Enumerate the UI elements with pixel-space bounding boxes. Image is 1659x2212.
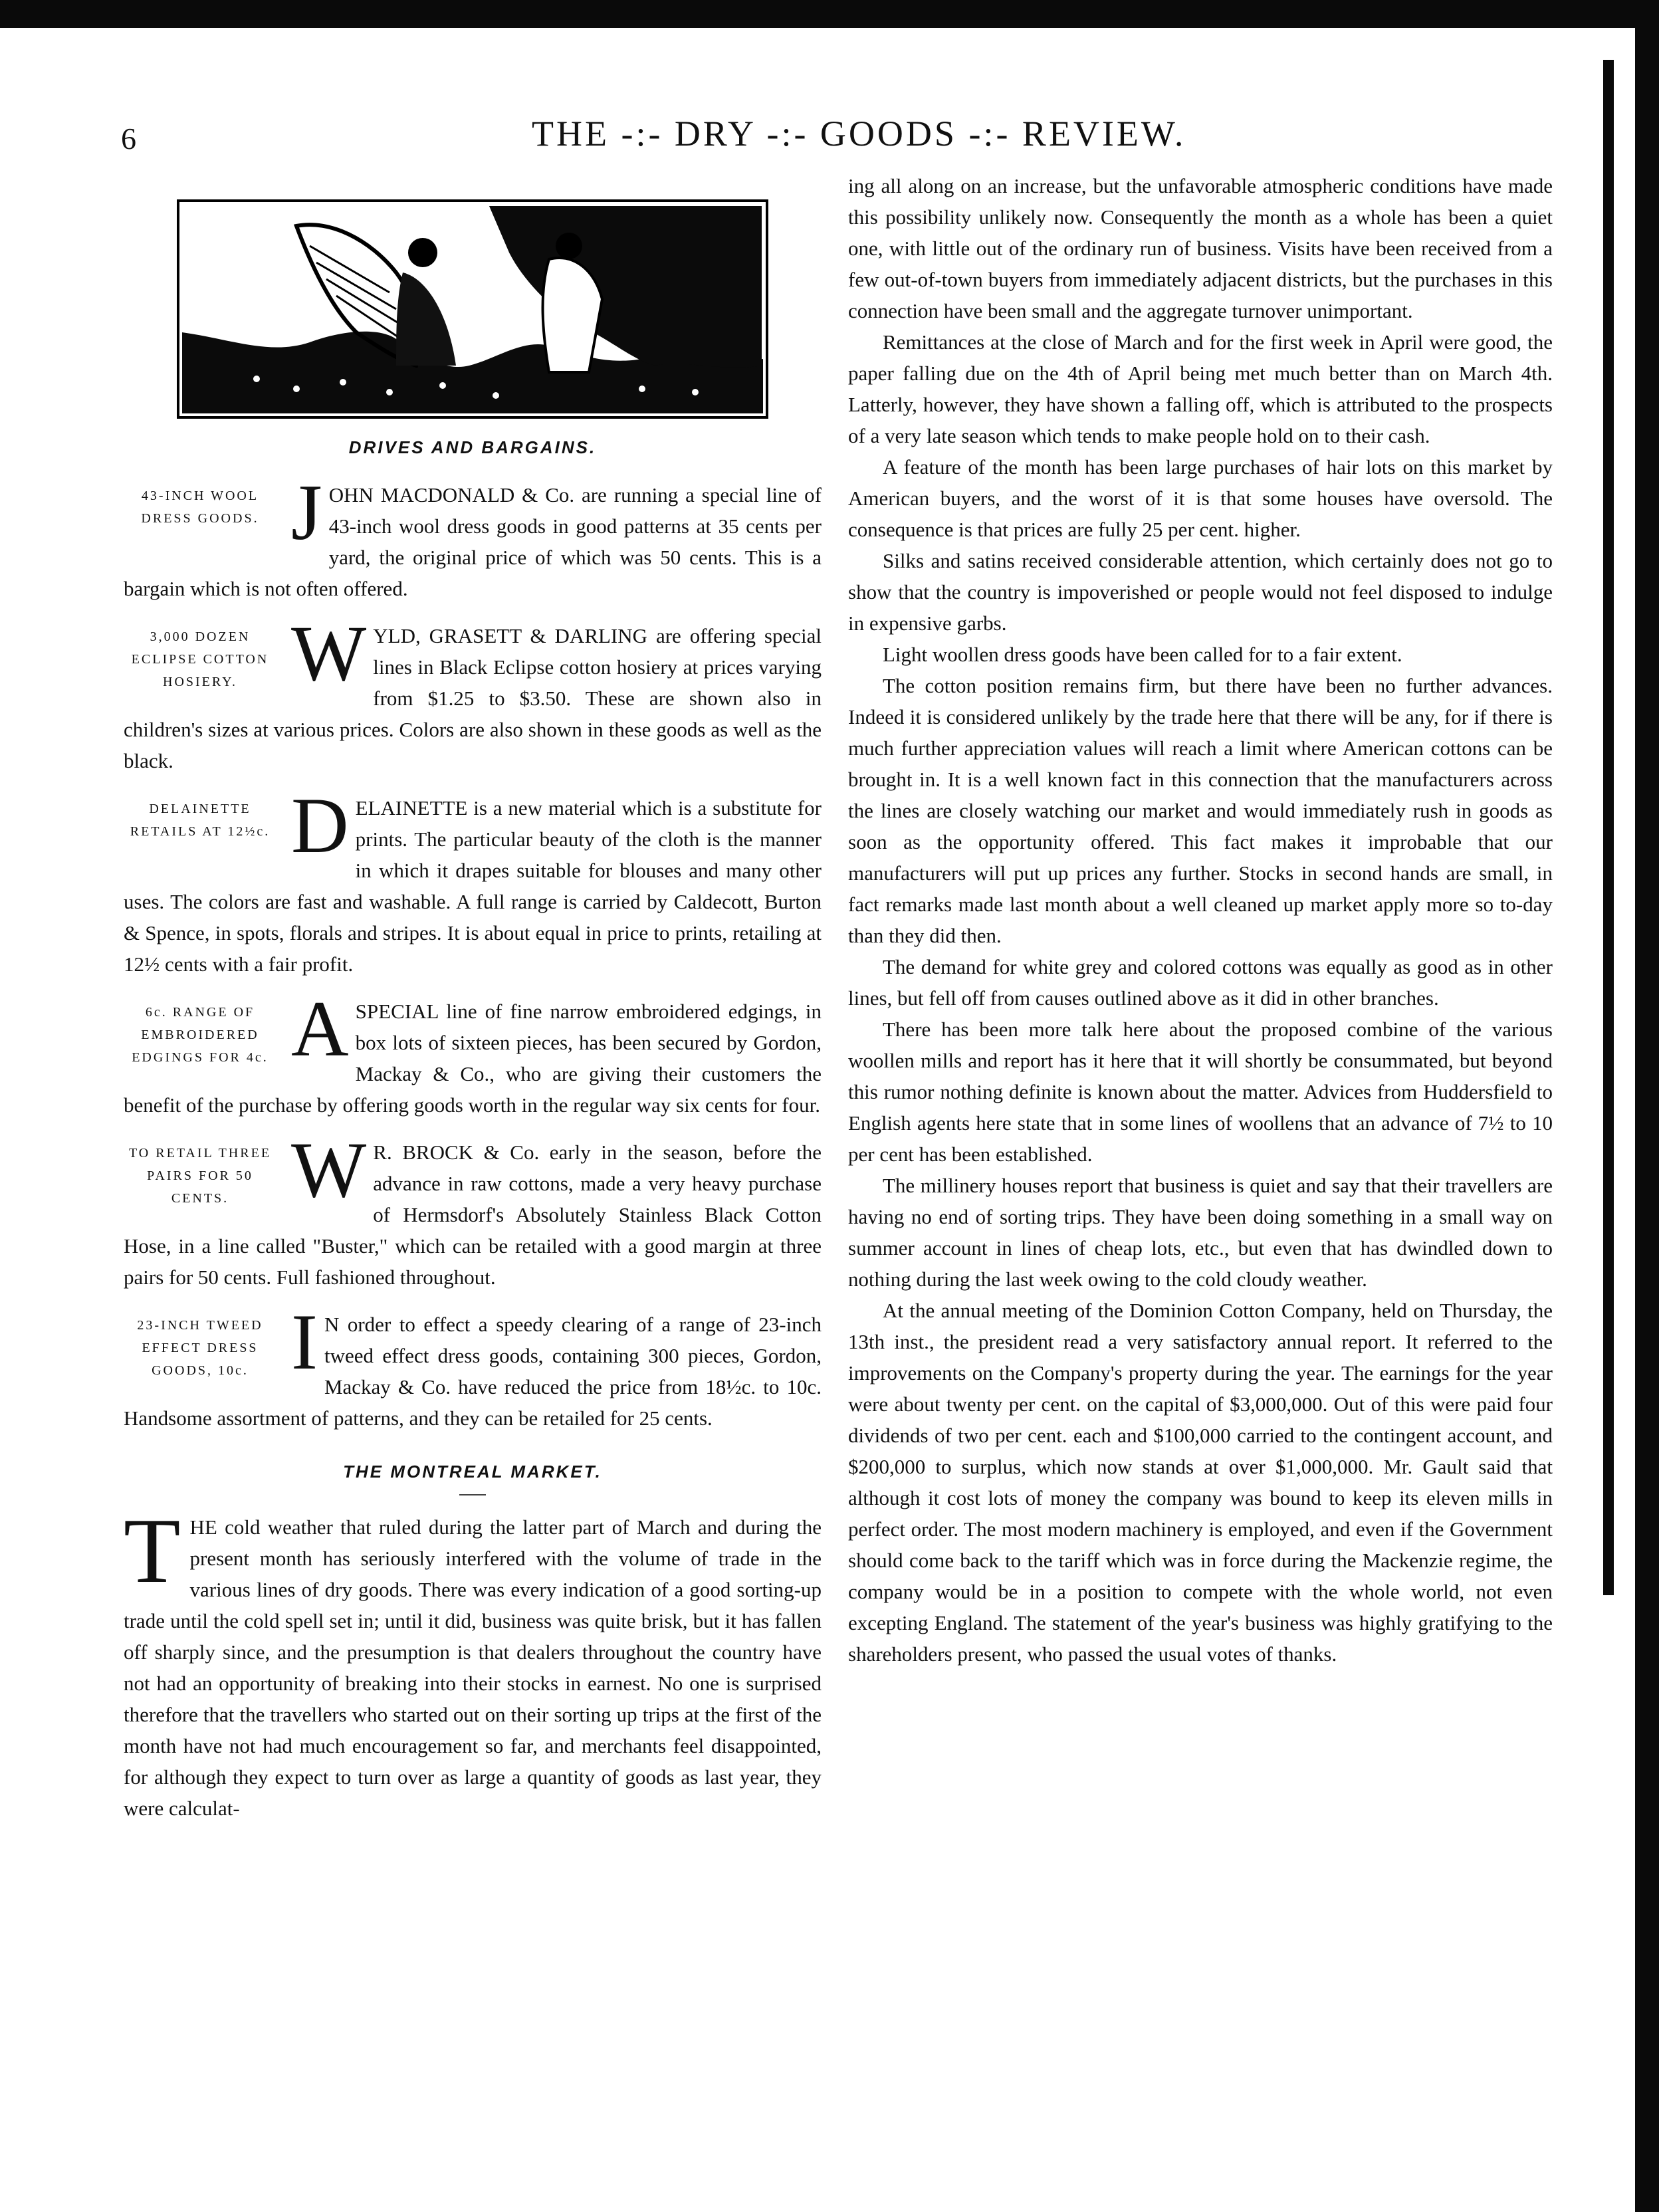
side-note: DELAINETTE RETAILS AT 12½c. (130, 802, 271, 839)
page-number: 6 (121, 122, 136, 156)
left-column (124, 199, 822, 1824)
item-text: R. BROCK & Co. early in the season, before the advance in raw cottons, made a very heavy purchase of Hermsdorf's Absolutely Stainless Black Cotton Hose, in a line called "Buster," which can be retailed with a good margin at three pairs for 50 cents. Full fashioned throughout. (124, 1141, 822, 1289)
running-head: THE -:- DRY -:- GOODS -:- REVIEW. (532, 114, 1186, 154)
item-text: SPECIAL line of fine narrow embroidered edgings, in box lots of sixteen pieces, has been secured by Gordon, Mackay & Co., who are giving their customers the benefit of the purchase by offering goods worth in the regular way six cents for four. (124, 1000, 822, 1117)
drop-cap: T (124, 1511, 181, 1603)
scan-border-top (0, 0, 1659, 28)
side-note: 23-INCH TWEED EFFECT DRESS GOODS, 10c. (137, 1318, 263, 1378)
paragraph: Remittances at the close of March and for the first week in April were good, the paper falling due on the 4th of April being met much better than on March 4th. Latterly, however, they have shown a falling off, which is attributed to the prospects of a very late season which tends to make people hold on to their cash. (848, 330, 1553, 447)
paragraph: A feature of the month has been large purchases of hair lots on this market by American buyers, and the worst of it is that some houses have oversold. The consequence is that prices are fully 25 per cent. higher. (848, 455, 1553, 541)
drop-cap: D (291, 792, 349, 869)
montreal-opening (124, 1511, 822, 1824)
side-note: 43-INCH WOOL DRESS GOODS. (141, 489, 259, 526)
bargain-item (124, 479, 822, 604)
bargain-item (124, 1309, 822, 1434)
bargain-item (124, 620, 822, 776)
item-text: YLD, GRASETT & DARLING are offering special lines in Black Eclipse cotton hosiery at prices varying from $1.25 to $3.50. These are shown also in children's sizes at various prices. Colors are also shown in these goods as well as the black. (124, 624, 822, 772)
bargain-item (124, 996, 822, 1121)
scan-edge-line (1603, 60, 1614, 1595)
drop-cap: J (291, 479, 322, 556)
drop-cap: I (291, 1309, 318, 1386)
drives-heading: DRIVES AND BARGAINS. (348, 437, 597, 457)
paragraph: There has been more talk here about the proposed combine of the various woollen mills and report has it here that it will shortly be consummated, but beyond this rumor nothing definite is known about the matter. Advices from Huddersfield to English agents here state that in some lines of woollens that an advance of 7½ to 10 per cent has been established. (848, 1018, 1553, 1166)
heading-rule (459, 1494, 486, 1495)
paragraph: At the annual meeting of the Dominion Cotton Company, held on Thursday, the 13th inst., the president read a very satisfactory annual report. It referred to the improvements on the Company's property during the year. The earnings for the year were about twenty per cent. on the capital of $3,000,000. Out of this were paid four dividends of two per cent. each and $100,000 carried to the contingent account, and $200,000 to surplus, which now stands at over $1,000,000. Mr. Gault said that although it cost lots of money the company was bound to keep its eleven mills in perfect order. The most modern machinery is employed, and even if the Government should come back to the tariff which was in force during the Mackenzie regime, the company would be in a position to compete with the whole world, not even excepting England. The statement of the year's business was highly gratifying to the shareholders present, who passed the usual votes of thanks. (848, 1299, 1553, 1666)
angels-vignette (177, 199, 768, 419)
paragraph: The cotton position remains firm, but there have been no further advances. Indeed it is considered unlikely by the trade here that there will be any, for if there is much further appreciation values will reach a limit where American cottons can be brought in. It is a well known fact in this connection that the manufacturers across the lines are closely watching our market and would immediately rush in goods as soon as the opportunity offered. This fact makes it improbable that our manufacturers will put up prices any further. Stocks in second hands are small, in fact remarks made last month about a well cleaned up market apply more so to-day than they did then. (848, 674, 1553, 947)
right-column (848, 170, 1553, 1670)
drop-cap: W (291, 1137, 367, 1214)
montreal-opening-text: HE cold weather that ruled during the latter part of March and during the present month has seriously interfered with the volume of trade in the various lines of dry goods. There was every indication of a good sorting-up trade until the cold spell set in; until it did, business was quite brisk, but it has fallen off sharply since, and the presumption is that dealers throughout the country have not had an opportunity of breaking into their stocks in earnest. No one is surprised therefore that the travellers who started out on their sorting up trips at the first of the month have not had much encouragement so far, and merchants feel disappointed, for although they expect to turn over as large a quantity of goods as last year, they were calculat- (124, 1515, 822, 1820)
montreal-heading: THE MONTREAL MARKET. (343, 1462, 602, 1482)
item-text: N order to effect a speedy clearing of a range of 23-inch tweed effect dress goods, containing 300 pieces, Gordon, Mackay & Co. have reduced the price from 18½c. to 10c. Handsome assortment of patterns, and they can be retailed for 25 cents. (124, 1313, 822, 1430)
paragraph: The millinery houses report that business is quiet and say that their travellers are having no end of sorting trips. They have been doing something in a small way on summer account in lines of cheap lots, etc., but even that has dwindled down to nothing during the last week owing to the cold cloudy weather. (848, 1174, 1553, 1291)
paragraph: Light woollen dress goods have been called for to a fair extent. (883, 643, 1402, 666)
paragraph: Silks and satins received considerable attention, which certainly does not go to show that the country is impoverished or people would not feel disposed to indulge in expensive garbs. (848, 549, 1553, 635)
paragraph: The demand for white grey and colored cottons was equally as good as in other lines, but fell off from causes outlined above as it did in other branches. (848, 955, 1553, 1010)
side-note: TO RETAIL THREE PAIRS FOR 50 CENTS. (128, 1146, 272, 1206)
drop-cap: W (291, 620, 367, 697)
scan-border-right (1635, 0, 1659, 2212)
item-text: ELAINETTE is a new material which is a substitute for prints. The particular beauty of the cloth is the manner in which it drapes suitable for blouses and many other uses. The colors are fast and washable. A full range is carried by Caldecott, Burton & Spence, in spots, florals and stripes. It is about equal in price to prints, retailing at 12½ cents with a fair profit. (124, 796, 822, 976)
side-note: 6c. RANGE OF EMBROIDERED EDGINGS FOR 4c. (132, 1005, 269, 1065)
bargain-item (124, 1137, 822, 1293)
side-note: 3,000 DOZEN ECLIPSE COTTON HOSIERY. (131, 629, 269, 689)
bargain-item (124, 792, 822, 980)
item-text: OHN MACDONALD & Co. are running a special line of 43-inch wool dress goods in good patterns at 35 cents per yard, the original price of which was 50 cents. This is a bargain which is not often offered. (124, 483, 822, 600)
paragraph: ing all along on an increase, but the unfavorable atmospheric conditions have made this possibility unlikely now. Consequently the month as a whole has been a quiet one, with little out of the ordinary run of business. Visits have been received from a few out-of-town buyers from immediately adjacent districts, but the purchases in this connection have been small and the aggregate turnover unimportant. (848, 174, 1553, 322)
drop-cap: A (291, 996, 349, 1073)
